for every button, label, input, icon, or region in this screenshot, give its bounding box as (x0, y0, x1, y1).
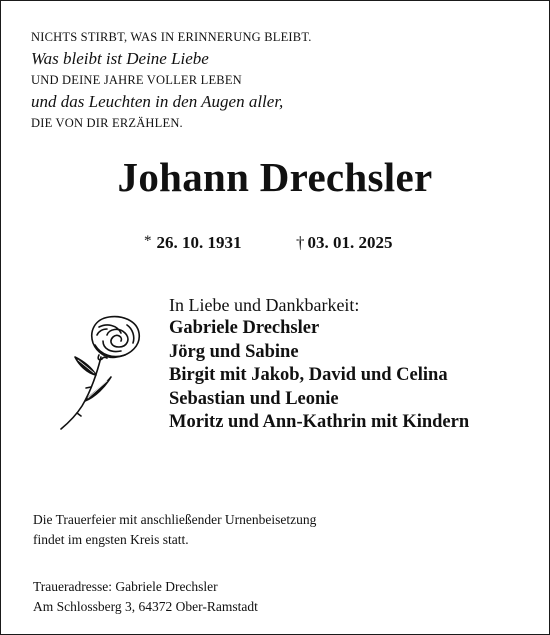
address-line-2: Am Schlossberg 3, 64372 Ober-Ramstadt (33, 599, 258, 614)
ceremony-line-2: findet im engsten Kreis statt. (33, 532, 189, 547)
rose-icon (55, 313, 149, 431)
mourner-name: Gabriele Drechsler (169, 318, 320, 338)
death-cross-icon: † (296, 233, 305, 252)
death-date: 03. 01. 2025 (307, 233, 393, 252)
memorial-verse (31, 27, 312, 134)
verse-line-1: NICHTS STIRBT, WAS IN ERINNERUNG BLEIBT. (31, 30, 312, 44)
deceased-name: Johann Drechsler (117, 154, 433, 200)
mourner-name: Sebastian und Leonie (169, 388, 339, 409)
verse-line-4: und das Leuchten in den Augen aller, (31, 92, 284, 111)
verse-line-5: DIE VON DIR ERZÄHLEN. (31, 116, 183, 130)
birth-star-icon: * (144, 233, 152, 249)
ceremony-notice (33, 510, 316, 550)
birth-date: 26. 10. 1931 (156, 233, 242, 252)
mourning-address (33, 577, 258, 617)
death-date-group (296, 233, 393, 253)
mourner-name: Jörg und Sabine (169, 341, 299, 362)
mourner-name: Birgit mit Jakob, David und Celina (169, 365, 448, 385)
mourner-name: Moritz und Ann-Kathrin mit Kindern (169, 412, 470, 432)
address-line-1: Traueradresse: Gabriele Drechsler (33, 579, 218, 594)
birth-date-group (144, 233, 242, 253)
verse-line-2: Was bleibt ist Deine Liebe (31, 49, 209, 68)
ceremony-line-1: Die Trauerfeier mit anschließender Urnenbeisetzung (33, 512, 317, 527)
mourners-intro: In Liebe und Dankbarkeit: (169, 295, 360, 315)
mourners-list (169, 294, 469, 435)
verse-line-3: UND DEINE JAHRE VOLLER LEBEN (31, 73, 242, 87)
